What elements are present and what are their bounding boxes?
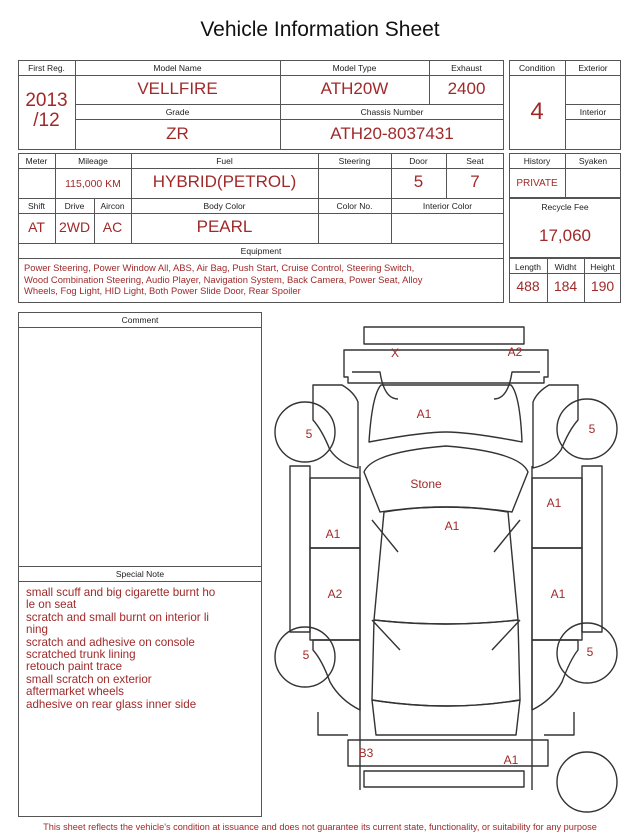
equipment-label: Equipment	[240, 246, 282, 256]
mark-rear-bumper-left: B3	[358, 746, 374, 760]
right-running-board	[582, 466, 602, 632]
page-title: Vehicle Information Sheet	[200, 18, 440, 41]
exhaust-label: Exhaust	[451, 63, 482, 73]
special-note-line: le on seat	[26, 598, 77, 612]
exhaust-value: 2400	[447, 79, 486, 98]
right-front-door	[532, 478, 582, 548]
condition-label: Condition	[519, 63, 555, 73]
mark-right-front-door: A1	[546, 496, 562, 510]
special-note-line: small scuff and big cigarette burnt ho	[26, 586, 216, 599]
body-side-lines	[360, 466, 532, 790]
syaken-label: Syaken	[578, 156, 608, 166]
right-front-fender	[533, 385, 578, 468]
rear-window-panel	[372, 620, 520, 706]
aircon-label: Aircon	[100, 201, 125, 211]
fuel-label: Fuel	[216, 156, 233, 166]
grade-value: ZR	[166, 124, 189, 143]
tire-front-right	[557, 399, 617, 459]
door-value: 5	[413, 172, 424, 191]
drive-label: Drive	[64, 201, 85, 211]
left-running-board	[290, 466, 310, 632]
mark-tire-front-right: 5	[588, 422, 596, 436]
mark-right-rear-door: A1	[550, 587, 566, 601]
mark-tire-front-left: 5	[305, 427, 313, 441]
body-color-value: PEARL	[196, 217, 253, 236]
width-label: Widht	[554, 262, 577, 272]
mileage-label: Mileage	[78, 156, 108, 166]
recycle-fee-label: Recycle Fee	[541, 202, 589, 212]
chassis-value: ATH20-8037431	[330, 124, 454, 143]
shift-value: AT	[28, 219, 45, 235]
aircon-value: AC	[102, 219, 123, 235]
front-grille-panel	[364, 327, 524, 344]
exterior-label: Exterior	[578, 63, 608, 73]
color-no-label: Color No.	[336, 201, 373, 211]
mark-left-front-door: A1	[325, 527, 341, 541]
condition-value: 4	[530, 98, 544, 125]
first-reg-year: 2013	[25, 90, 68, 111]
mark-hood: A1	[416, 407, 432, 421]
mark-roof: A1	[444, 519, 460, 533]
model-type-value: ATH20W	[320, 79, 389, 98]
mark-front-bumper-left: X	[390, 346, 400, 360]
length-label: Length	[515, 262, 541, 272]
special-note-line: scratch and small burnt on interior li	[26, 610, 210, 624]
left-rear-fender	[313, 640, 360, 710]
right-rear-fender	[532, 640, 578, 710]
model-type-label: Model Type	[332, 63, 377, 73]
special-note-line: retouch paint trace	[26, 660, 123, 674]
history-value: PRIVATE	[516, 178, 558, 189]
seat-value: 7	[470, 172, 480, 191]
height-value: 190	[590, 278, 615, 294]
steering-label: Steering	[338, 156, 371, 166]
equipment-value: Power Steering, Power Window All, ABS, Air Bag, Push Start, Cruise Control, Steering Switch, Wood Combination Steering, Audio Player, Navigation System, Back Camera, Power Seat, Alloy Wheels, Fog Light, HID Light, Both Power Slide Door, Rear Spoiler	[24, 262, 423, 296]
disclaimer-footer: This sheet reflects the vehicle's condition at issuance and does not guarantee its current state, functionality, or suitability for any purpose	[43, 822, 597, 832]
mark-rear-bumper-right: A1	[503, 753, 519, 767]
recycle-fee-value: 17,060	[539, 226, 591, 245]
model-name-label: Model Name	[153, 63, 202, 73]
meter-label: Meter	[25, 156, 48, 166]
drive-value: 2WD	[58, 219, 91, 235]
model-name-value: VELLFIRE	[137, 79, 218, 98]
body-color-label: Body Color	[203, 201, 246, 211]
rear-panel	[364, 771, 524, 787]
height-label: Height	[590, 262, 615, 272]
width-value: 184	[553, 278, 578, 294]
chassis-label: Chassis Number	[360, 107, 424, 117]
special-note-line: adhesive on rear glass inner side	[26, 697, 197, 711]
special-note-line: scratch and adhesive on console	[26, 635, 195, 649]
first-reg-label: First Reg.	[28, 63, 65, 73]
rear-hatch-panel	[372, 700, 520, 735]
length-value: 488	[516, 278, 540, 294]
comment-label: Comment	[121, 315, 159, 325]
special-note-line: ning	[26, 623, 48, 637]
tire-spare	[557, 752, 617, 812]
special-note-line: scratched trunk lining	[26, 648, 136, 662]
door-label: Door	[409, 156, 428, 166]
mark-left-rear-door: A2	[327, 587, 343, 601]
seat-label: Seat	[466, 156, 484, 166]
mark-tire-rear-right: 5	[586, 645, 594, 659]
special-note-line: small scratch on exterior	[26, 672, 152, 686]
pillar-lines	[372, 520, 520, 650]
fuel-value: HYBRID(PETROL)	[152, 172, 297, 191]
windshield-panel	[364, 446, 528, 512]
history-label: History	[523, 156, 551, 166]
interior-label: Interior	[579, 107, 607, 117]
first-reg-month: /12	[33, 110, 60, 131]
mark-front-bumper-right: A2	[507, 345, 523, 359]
shift-label: Shift	[27, 201, 45, 211]
hood-panel	[369, 385, 522, 442]
left-front-fender	[313, 385, 358, 468]
special-note-line: aftermarket wheels	[26, 685, 124, 699]
mark-tire-rear-left: 5	[302, 648, 310, 662]
interior-color-label: Interior Color	[422, 201, 473, 211]
special-note-label: Special Note	[115, 569, 165, 579]
grade-label: Grade	[165, 107, 190, 117]
mark-windshield: Stone	[410, 477, 442, 491]
rear-corner-lines	[318, 712, 574, 735]
mileage-value: 115,000 KM	[65, 178, 121, 190]
